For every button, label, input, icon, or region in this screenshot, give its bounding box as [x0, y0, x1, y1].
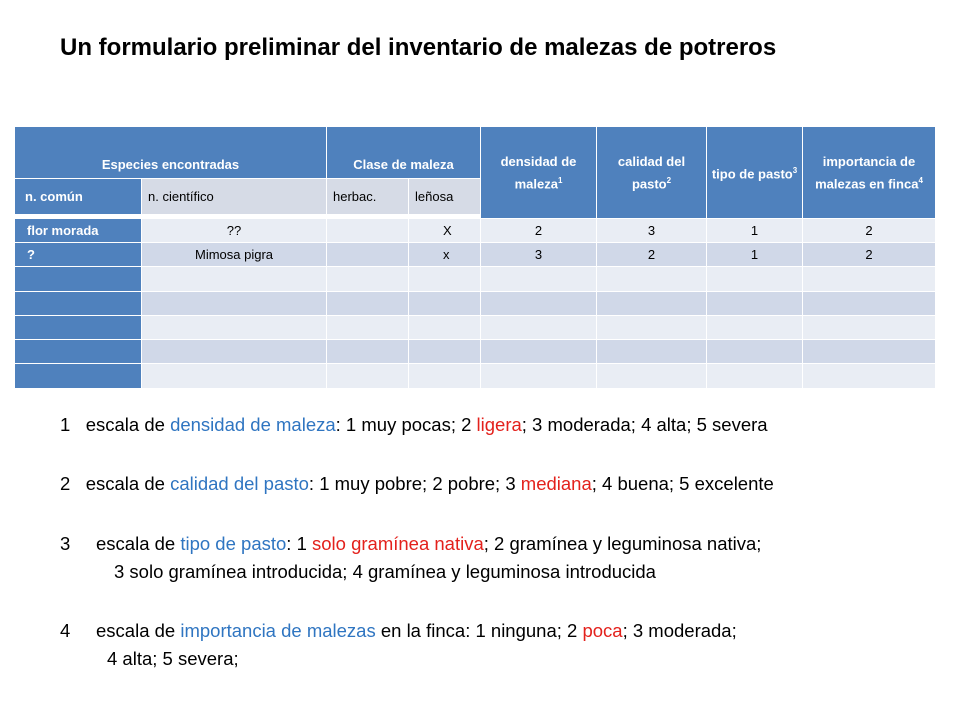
header-importancia — [803, 127, 935, 219]
header-tipo — [707, 127, 803, 219]
header-clase-label: Clase de maleza — [353, 157, 454, 172]
table-cell — [481, 267, 597, 291]
table-cell — [597, 340, 707, 364]
table-cell — [327, 340, 409, 364]
note-2-number: 2 — [60, 473, 71, 494]
table-cell: 2 — [597, 243, 707, 267]
table-cell: 2 — [481, 219, 597, 243]
note-1-number: 1 — [60, 414, 71, 435]
note-3: 3 escala de tipo de pasto: 1 solo gramínea nativa; 2 gramínea y leguminosa nativa; — [60, 533, 762, 554]
table-cell — [409, 364, 481, 389]
table-cell — [327, 243, 409, 267]
note-1: 1 escala de densidad de maleza: 1 muy pocas; 2 ligera; 3 moderada; 4 alta; 5 severa — [60, 414, 768, 435]
table-cell — [597, 364, 707, 389]
table-cell: 2 — [803, 219, 935, 243]
table-cell — [803, 364, 935, 389]
header-especies-label: Especies encontradas — [101, 157, 240, 172]
table-row-header-cell — [15, 316, 142, 340]
subheader-lenosa-label: leñosa — [415, 189, 454, 204]
table-row-header-cell — [15, 267, 142, 291]
table-cell — [409, 316, 481, 340]
header-importancia-label: importancia de malezas en finca$^4$ — [815, 153, 923, 192]
subheader-cientifico-label: n. científico — [148, 189, 214, 204]
subheader-comun — [15, 179, 142, 215]
table-cell: 2 — [803, 243, 935, 267]
table-cell — [597, 267, 707, 291]
table-row-header-cell — [15, 292, 142, 316]
header-densidad — [481, 127, 597, 219]
table-cell — [803, 316, 935, 340]
table-row-header-cell — [15, 364, 142, 389]
header-densidad-label: densidad de maleza$^1$ — [500, 153, 577, 192]
header-tipo-label: tipo de pasto$^3$ — [711, 166, 798, 182]
table-cell: Mimosa pigra — [142, 243, 327, 267]
note-3-number: 3 — [60, 533, 71, 554]
table-cell: X — [409, 219, 481, 243]
table-cell — [409, 340, 481, 364]
table-cell — [142, 364, 327, 389]
subheader-lenosa — [409, 179, 481, 215]
table-cell: 3 — [481, 243, 597, 267]
table-cell — [481, 316, 597, 340]
table-cell — [327, 219, 409, 243]
table-cell — [481, 292, 597, 316]
header-clase — [327, 127, 481, 179]
header-calidad — [597, 127, 707, 219]
table-cell — [707, 340, 803, 364]
table-cell — [142, 292, 327, 316]
table-cell: 3 — [597, 219, 707, 243]
subheader-comun-label: n. común — [25, 189, 83, 204]
table-cell — [803, 292, 935, 316]
table-cell — [803, 267, 935, 291]
table-cell — [327, 364, 409, 389]
header-especies — [15, 127, 327, 179]
note-2: 2 escala de calidad del pasto: 1 muy pobre; 2 pobre; 3 mediana; 4 buena; 5 excelente — [60, 473, 774, 494]
note-3-continued: 3 solo gramínea introducida; 4 gramínea y leguminosa introducida — [114, 561, 656, 582]
page-title: Un formulario preliminar del inventario de malezas de potreros — [60, 34, 777, 61]
table-cell — [597, 316, 707, 340]
table-cell — [142, 267, 327, 291]
table-row-header-cell: ? — [15, 243, 142, 267]
table-cell — [142, 340, 327, 364]
table-cell — [327, 316, 409, 340]
table-cell — [803, 340, 935, 364]
table-row-header-cell: flor morada — [15, 219, 142, 243]
note-4-continued: 4 alta; 5 severa; — [107, 648, 239, 669]
subheader-cientifico — [142, 179, 327, 215]
table-cell — [409, 292, 481, 316]
table-cell: 1 — [707, 219, 803, 243]
table-cell — [481, 340, 597, 364]
table-cell — [481, 364, 597, 389]
table-cell — [707, 292, 803, 316]
table-cell — [707, 267, 803, 291]
table-cell — [327, 267, 409, 291]
subheader-herbac-label: herbac. — [333, 189, 377, 204]
note-4: 4 escala de importancia de malezas en la finca: 1 ninguna; 2 poca; 3 moderada; — [60, 620, 737, 641]
subheader-herbac — [327, 179, 409, 215]
table-cell: x — [409, 243, 481, 267]
header-calidad-label: calidad del pasto$^2$ — [617, 153, 686, 192]
table-cell — [707, 364, 803, 389]
note-4-number: 4 — [60, 620, 71, 641]
table-cell — [597, 292, 707, 316]
table-cell: 1 — [707, 243, 803, 267]
table-cell — [707, 316, 803, 340]
table-cell — [142, 316, 327, 340]
table-cell — [409, 267, 481, 291]
inventory-table — [15, 127, 935, 388]
table-row-header-cell — [15, 340, 142, 364]
table-cell: ?? — [142, 219, 327, 243]
table-cell — [327, 292, 409, 316]
